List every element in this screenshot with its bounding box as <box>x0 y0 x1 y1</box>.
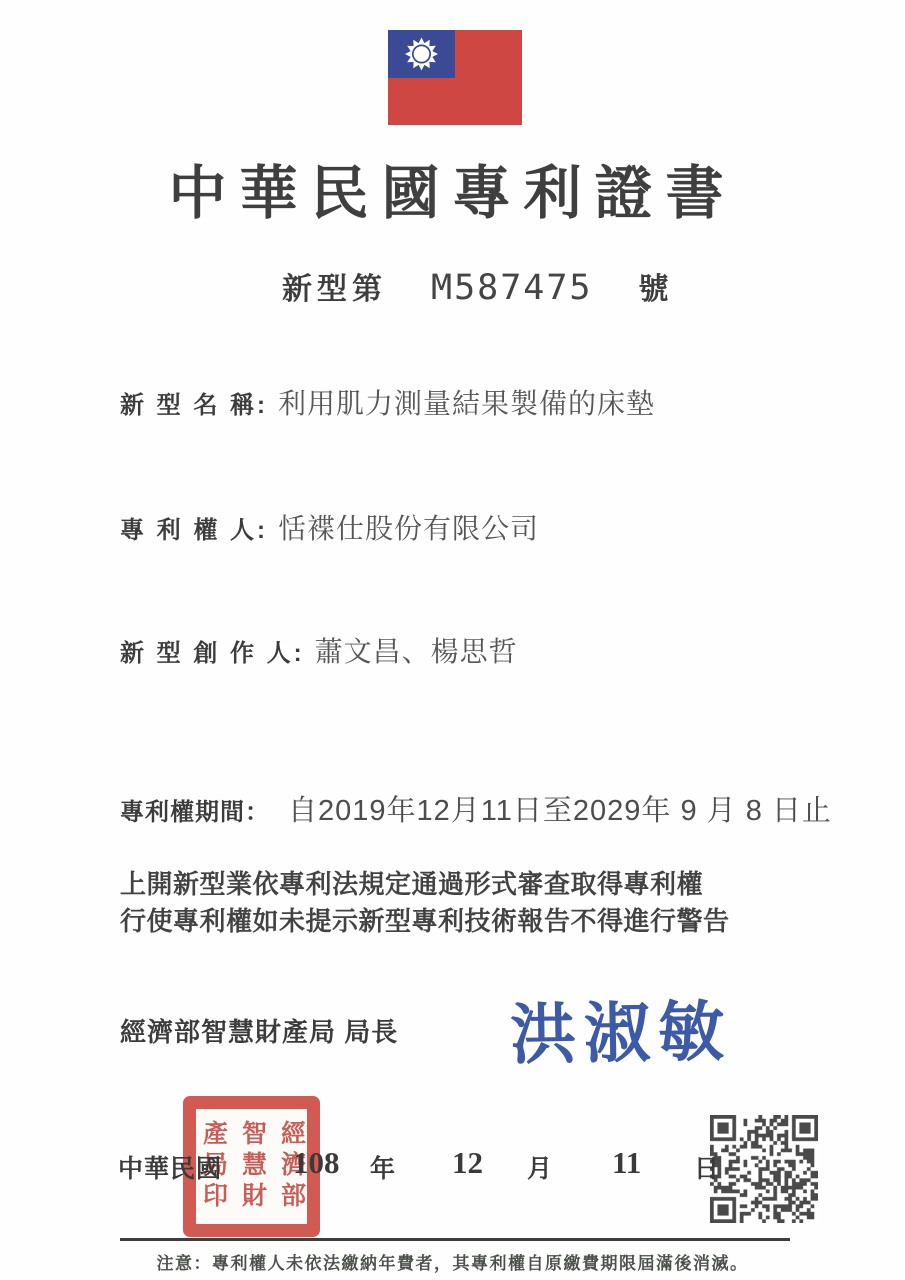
date-year: 108 <box>293 1145 340 1180</box>
director-general-signature: 洪淑敏 <box>509 996 733 1073</box>
date-year-unit: 年 <box>370 1155 396 1183</box>
field-patent-period <box>120 788 832 829</box>
date-month: 12 <box>452 1145 483 1180</box>
field-label: 新 型 名 稱: <box>120 392 268 419</box>
legal-line-1: 上開新型業依專利法規定通過形式審查取得專利權 <box>120 869 704 899</box>
patent-number-suffix: 號 <box>638 273 674 306</box>
legal-statement <box>120 866 730 940</box>
seal-column-3: 產局印 <box>199 1120 227 1213</box>
date-era: 中華民國 <box>118 1155 223 1183</box>
date-day-unit: 日 <box>694 1155 720 1183</box>
patent-number-value: M587475 <box>431 268 593 308</box>
patent-number-line <box>282 264 674 308</box>
legal-line-2: 行使專利權如未提示新型專利技術報告不得進行警告 <box>120 906 730 936</box>
field-patentee <box>120 507 539 547</box>
period-value: 自2019年12月11日至2029年 9 月 8 日止 <box>288 795 832 827</box>
footer-note: 注意：專利權人未依法繳納年費者，其專利權自原繳費期限屆滿後消滅。 <box>156 1254 749 1273</box>
field-creators <box>120 630 518 670</box>
seal-column-1: 經濟部 <box>277 1120 305 1213</box>
period-label: 專利權期間： <box>120 799 270 826</box>
footer-divider <box>120 1238 790 1241</box>
page-title: 中華民國專利證書 <box>168 161 737 226</box>
field-value: 利用肌力測量結果製備的床墊 <box>278 388 656 419</box>
issue-date-line <box>0 1143 905 1183</box>
seal-column-2: 智慧財 <box>238 1120 266 1213</box>
date-month-unit: 月 <box>527 1155 553 1183</box>
field-value: 恬褋仕股份有限公司 <box>278 513 540 544</box>
field-label: 新 型 創 作 人: <box>120 640 305 667</box>
field-label: 專 利 權 人: <box>120 517 268 544</box>
field-value: 蕭文昌、楊思哲 <box>314 636 518 667</box>
patent-number-prefix: 新型第 <box>282 273 387 306</box>
issuer-title: 經濟部智慧財產局 局長 <box>120 1017 399 1047</box>
roc-flag-svg <box>388 30 522 125</box>
field-utility-model-name <box>120 382 655 422</box>
roc-flag-icon <box>388 30 522 125</box>
date-day: 11 <box>612 1145 642 1180</box>
